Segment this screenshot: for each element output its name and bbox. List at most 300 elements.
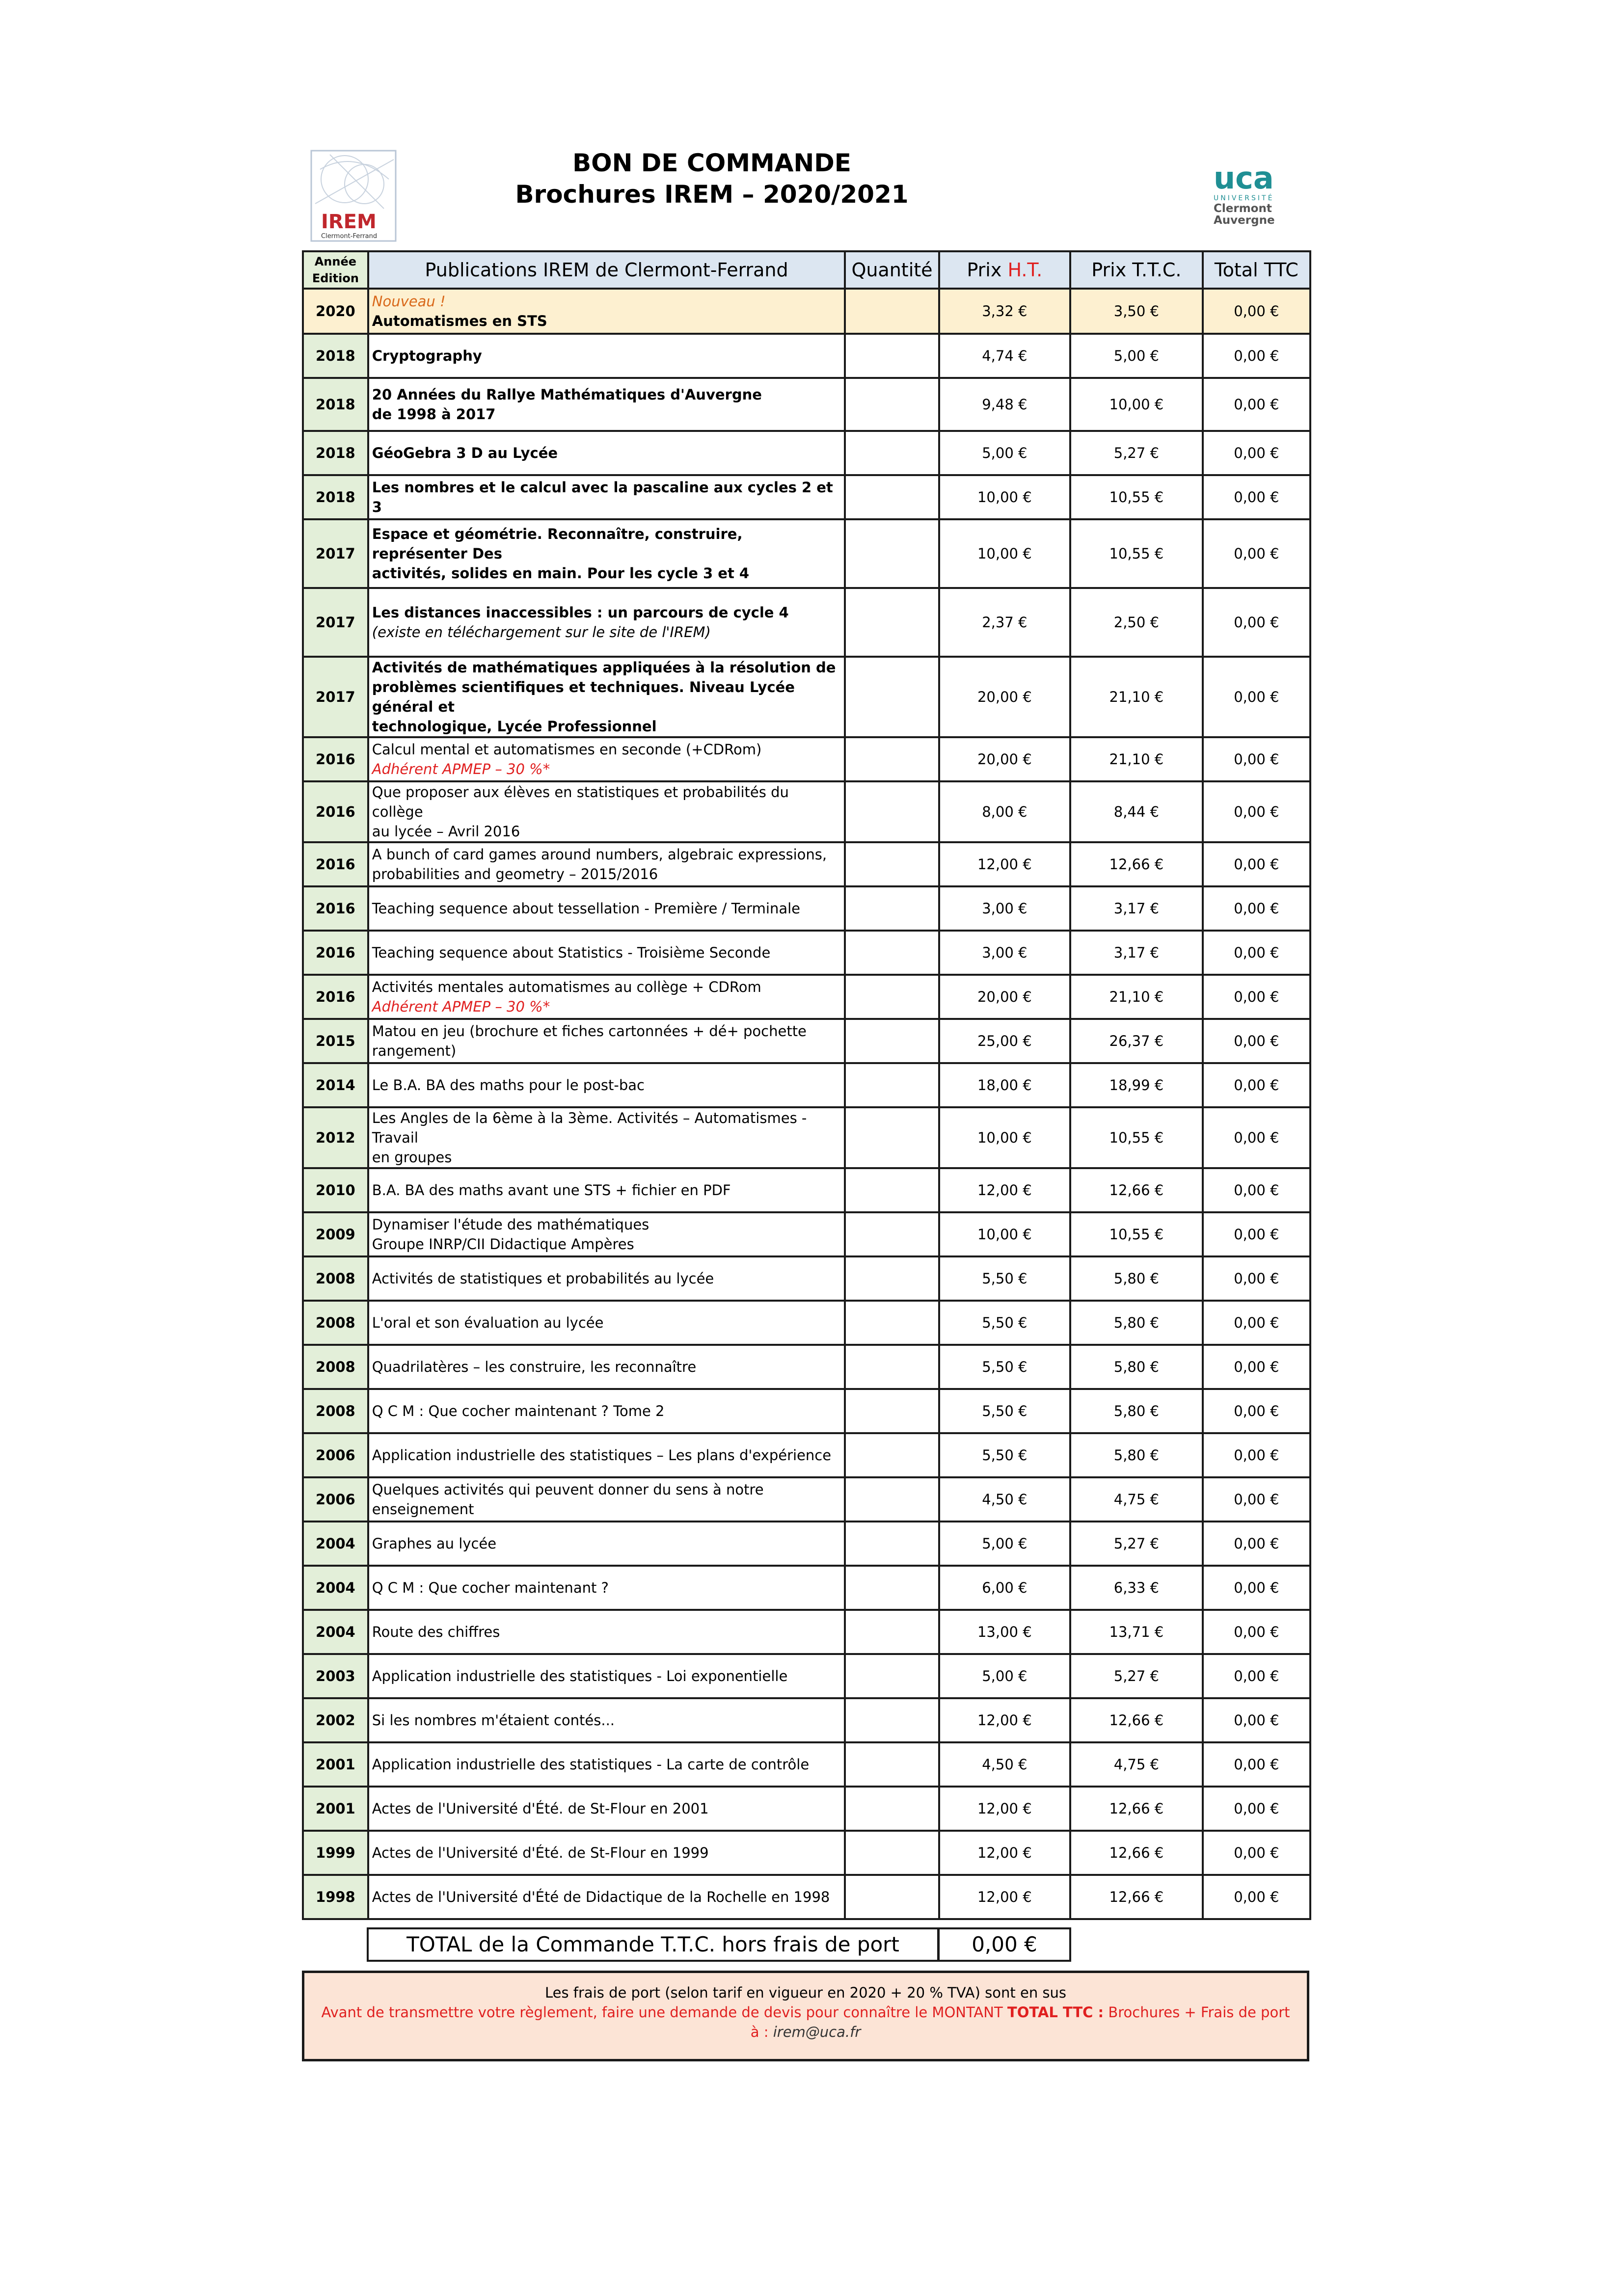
quantity-field[interactable] — [845, 1107, 939, 1168]
price-ttc: 2,50 € — [1070, 588, 1203, 657]
total-ttc: 0,00 € — [1203, 1831, 1310, 1875]
price-ttc: 12,66 € — [1070, 1875, 1203, 1919]
total-ttc: 0,00 € — [1203, 842, 1310, 886]
table-row — [303, 1787, 1310, 1831]
title-block — [442, 147, 982, 210]
total-ttc: 0,00 € — [1203, 1168, 1310, 1212]
order-table — [302, 250, 1311, 1920]
total-ttc: 0,00 € — [1203, 1654, 1310, 1698]
price-ht: 8,00 € — [939, 781, 1071, 842]
title-line: enseignement — [372, 1501, 474, 1518]
title-line: Teaching sequence about Statistics - Troisième Seconde — [372, 944, 771, 961]
quantity-field[interactable] — [845, 1168, 939, 1212]
total-ttc: 0,00 € — [1203, 1610, 1310, 1654]
quantity-field[interactable] — [845, 1477, 939, 1522]
title-line: Le B.A. BA des maths pour le post-bac — [372, 1077, 645, 1094]
price-ttc: 3,17 € — [1070, 886, 1203, 931]
table-row — [303, 1566, 1310, 1610]
edition-year: 2012 — [303, 1107, 368, 1168]
title-line: au lycée – Avril 2016 — [372, 823, 520, 840]
table-row — [303, 1831, 1310, 1875]
table-row — [303, 1610, 1310, 1654]
table-row — [303, 1019, 1310, 1063]
quantity-field[interactable] — [845, 975, 939, 1019]
publication-title — [368, 1610, 845, 1654]
price-ttc: 12,66 € — [1070, 1787, 1203, 1831]
title-note: (existe en téléchargement sur le site de l'IREM) — [372, 624, 711, 641]
total-ttc: 0,00 € — [1203, 931, 1310, 975]
title-line: Les distances inaccessibles : un parcours de cycle 4 — [372, 604, 789, 621]
price-ttc: 12,66 € — [1070, 842, 1203, 886]
order-total-label: TOTAL de la Commande T.T.C. hors frais de port — [367, 1927, 939, 1962]
shipping-note-line3: à : irem@uca.fr — [750, 2024, 861, 2040]
table-row — [303, 1433, 1310, 1477]
publication-title — [368, 1522, 845, 1566]
total-ttc: 0,00 € — [1203, 1345, 1310, 1389]
publication-title — [368, 1698, 845, 1742]
publication-title — [368, 1256, 845, 1301]
price-ttc: 21,10 € — [1070, 657, 1203, 737]
price-ttc: 5,00 € — [1070, 334, 1203, 378]
table-row — [303, 1522, 1310, 1566]
title-line: Que proposer aux élèves en statistiques et probabilités du collège — [372, 784, 789, 820]
edition-year: 2018 — [303, 431, 368, 475]
quantity-field[interactable] — [845, 1522, 939, 1566]
total-ttc: 0,00 € — [1203, 1787, 1310, 1831]
price-ht: 12,00 € — [939, 1875, 1071, 1919]
quantity-field[interactable] — [845, 1256, 939, 1301]
publication-title — [368, 781, 845, 842]
total-ttc: 0,00 € — [1203, 1019, 1310, 1063]
total-ttc: 0,00 € — [1203, 1477, 1310, 1522]
shipping-notice — [302, 1971, 1309, 2061]
title-line: Matou en jeu (brochure et fiches cartonnées + dé+ pochette — [372, 1023, 807, 1040]
quantity-field[interactable] — [845, 931, 939, 975]
quantity-field[interactable] — [845, 657, 939, 737]
page-subtitle: Brochures IREM – 2020/2021 — [515, 180, 909, 209]
price-ttc: 5,27 € — [1070, 1654, 1203, 1698]
price-ht: 12,00 € — [939, 1698, 1071, 1742]
quantity-field[interactable] — [845, 519, 939, 588]
price-ht: 20,00 € — [939, 737, 1071, 781]
publication-title — [368, 1831, 845, 1875]
price-ttc: 5,27 € — [1070, 1522, 1203, 1566]
total-ttc: 0,00 € — [1203, 1433, 1310, 1477]
quantity-field[interactable] — [845, 1433, 939, 1477]
table-row — [303, 1301, 1310, 1345]
title-line: Graphes au lycée — [372, 1535, 497, 1552]
price-ht: 25,00 € — [939, 1019, 1071, 1063]
total-ttc: 0,00 € — [1203, 1522, 1310, 1566]
price-ht: 20,00 € — [939, 657, 1071, 737]
title-line: probabilities and geometry – 2015/2016 — [372, 866, 658, 882]
total-ttc: 0,00 € — [1203, 1566, 1310, 1610]
price-ht: 5,00 € — [939, 1522, 1071, 1566]
publication-title — [368, 1212, 845, 1256]
price-ttc: 10,55 € — [1070, 475, 1203, 519]
table-row — [303, 1256, 1310, 1301]
price-ttc: 3,17 € — [1070, 931, 1203, 975]
publication-title — [368, 737, 845, 781]
price-ttc: 12,66 € — [1070, 1831, 1203, 1875]
edition-year: 2016 — [303, 842, 368, 886]
irem-logo-text: IREM — [321, 211, 377, 233]
edition-year: 2008 — [303, 1256, 368, 1301]
quantity-field[interactable] — [845, 588, 939, 657]
edition-year: 2017 — [303, 588, 368, 657]
quantity-field[interactable] — [845, 1566, 939, 1610]
quantity-field[interactable] — [845, 1212, 939, 1256]
header-quantity: Quantité — [845, 251, 939, 289]
title-line: Teaching sequence about tessellation - Première / Terminale — [372, 900, 801, 917]
price-ttc: 3,50 € — [1070, 289, 1203, 334]
publication-title — [368, 657, 845, 737]
price-ht: 10,00 € — [939, 475, 1071, 519]
edition-year: 2010 — [303, 1168, 368, 1212]
contact-email[interactable]: irem@uca.fr — [773, 2024, 861, 2040]
price-ttc: 4,75 € — [1070, 1742, 1203, 1787]
table-row — [303, 378, 1310, 431]
edition-year: 2004 — [303, 1610, 368, 1654]
price-ttc: 10,55 € — [1070, 1212, 1203, 1256]
title-line: Actes de l'Université d'Été de Didactique de la Rochelle en 1998 — [372, 1889, 830, 1905]
page-title: BON DE COMMANDE — [572, 149, 851, 177]
price-ttc: 21,10 € — [1070, 975, 1203, 1019]
table-row — [303, 1168, 1310, 1212]
total-ttc: 0,00 € — [1203, 431, 1310, 475]
table-row — [303, 657, 1310, 737]
price-ht: 5,00 € — [939, 431, 1071, 475]
header-publications: Publications IREM de Clermont-Ferrand — [368, 251, 845, 289]
quantity-field[interactable] — [845, 1875, 939, 1919]
total-ttc: 0,00 € — [1203, 886, 1310, 931]
quantity-field[interactable] — [845, 1831, 939, 1875]
total-ttc: 0,00 € — [1203, 781, 1310, 842]
publication-title — [368, 886, 845, 931]
publication-title — [368, 842, 845, 886]
title-line: Quadrilatères – les construire, les reconnaître — [372, 1359, 697, 1375]
edition-year: 2002 — [303, 1698, 368, 1742]
header-year: Année Edition — [303, 251, 368, 289]
title-line: 20 Années du Rallye Mathématiques d'Auvergne — [372, 386, 762, 403]
edition-year: 1999 — [303, 1831, 368, 1875]
edition-year: 2016 — [303, 781, 368, 842]
title-line: Activités mentales automatismes au collège + CDRom — [372, 979, 761, 995]
price-ttc: 12,66 € — [1070, 1168, 1203, 1212]
title-line: Activités de mathématiques appliquées à la résolution de — [372, 659, 836, 676]
table-row — [303, 1654, 1310, 1698]
title-line: Actes de l'Université d'Été. de St-Flour en 2001 — [372, 1800, 709, 1817]
title-line: en groupes — [372, 1149, 452, 1166]
title-line: Les nombres et le calcul avec la pascaline aux cycles 2 et 3 — [372, 479, 833, 515]
publication-title — [368, 1875, 845, 1919]
price-ht: 20,00 € — [939, 975, 1071, 1019]
quantity-field[interactable] — [845, 842, 939, 886]
edition-year: 2018 — [303, 334, 368, 378]
quantity-field[interactable] — [845, 431, 939, 475]
total-ttc: 0,00 € — [1203, 519, 1310, 588]
edition-year: 2015 — [303, 1019, 368, 1063]
edition-year: 2016 — [303, 975, 368, 1019]
price-ht: 5,50 € — [939, 1389, 1071, 1433]
title-line: Calcul mental et automatismes en seconde (+CDRom) — [372, 741, 762, 758]
table-row — [303, 475, 1310, 519]
publication-title — [368, 1389, 845, 1433]
publication-title — [368, 1168, 845, 1212]
quantity-field[interactable] — [845, 1654, 939, 1698]
quantity-field[interactable] — [845, 289, 939, 334]
price-ht: 10,00 € — [939, 1212, 1071, 1256]
table-row — [303, 842, 1310, 886]
price-ht: 12,00 € — [939, 1787, 1071, 1831]
price-ttc: 10,55 € — [1070, 519, 1203, 588]
price-ht: 5,50 € — [939, 1301, 1071, 1345]
price-ht: 3,32 € — [939, 289, 1071, 334]
total-ttc: 0,00 € — [1203, 334, 1310, 378]
price-ht: 5,50 € — [939, 1345, 1071, 1389]
table-header-row — [303, 251, 1310, 289]
total-ttc: 0,00 € — [1203, 1212, 1310, 1256]
title-line: Dynamiser l'étude des mathématiques — [372, 1216, 649, 1233]
quantity-field[interactable] — [845, 1019, 939, 1063]
table-row — [303, 1389, 1310, 1433]
edition-year: 2014 — [303, 1063, 368, 1107]
edition-year: 2008 — [303, 1301, 368, 1345]
title-line: Application industrielle des statistiques - La carte de contrôle — [372, 1756, 810, 1773]
table-row — [303, 1698, 1310, 1742]
publication-title — [368, 975, 845, 1019]
edition-year: 2017 — [303, 657, 368, 737]
edition-year: 2018 — [303, 378, 368, 431]
price-ht: 4,74 € — [939, 334, 1071, 378]
publication-title — [368, 1654, 845, 1698]
title-line: Application industrielle des statistiques - Loi exponentielle — [372, 1668, 788, 1684]
price-ttc: 21,10 € — [1070, 737, 1203, 781]
table-row — [303, 519, 1310, 588]
table-row — [303, 1742, 1310, 1787]
header-price-ttc: Prix T.T.C. — [1070, 251, 1203, 289]
quantity-field[interactable] — [845, 1389, 939, 1433]
table-row — [303, 781, 1310, 842]
edition-year: 2006 — [303, 1433, 368, 1477]
edition-year: 2001 — [303, 1787, 368, 1831]
quantity-field[interactable] — [845, 1698, 939, 1742]
publication-title — [368, 1301, 845, 1345]
quantity-field[interactable] — [845, 1610, 939, 1654]
total-ttc: 0,00 € — [1203, 1063, 1310, 1107]
price-ttc: 5,80 € — [1070, 1389, 1203, 1433]
title-line: problèmes scientifiques et techniques. Niveau Lycée général et — [372, 679, 795, 715]
title-line: Cryptography — [372, 347, 482, 364]
edition-year: 1998 — [303, 1875, 368, 1919]
title-line: GéoGebra 3 D au Lycée — [372, 445, 558, 461]
price-ttc: 4,75 € — [1070, 1477, 1203, 1522]
price-ht: 5,50 € — [939, 1256, 1071, 1301]
price-ht: 5,50 € — [939, 1433, 1071, 1477]
total-ttc: 0,00 € — [1203, 1107, 1310, 1168]
total-ttc: 0,00 € — [1203, 1301, 1310, 1345]
total-ttc: 0,00 € — [1203, 657, 1310, 737]
price-ttc: 26,37 € — [1070, 1019, 1203, 1063]
title-note: Adhérent APMEP – 30 %* — [372, 998, 550, 1015]
title-line: Activités de statistiques et probabilités au lycée — [372, 1270, 714, 1287]
title-line: Route des chiffres — [372, 1624, 500, 1640]
header-total-ttc: Total TTC — [1203, 251, 1310, 289]
irem-logo-subtext: Clermont-Ferrand — [321, 233, 378, 240]
total-ttc: 0,00 € — [1203, 1389, 1310, 1433]
publication-title — [368, 1787, 845, 1831]
uca-logo — [1209, 160, 1297, 234]
uca-logo-line1: UNIVERSITÉ — [1214, 194, 1274, 202]
table-row — [303, 588, 1310, 657]
table-row — [303, 1345, 1310, 1389]
price-ttc: 10,55 € — [1070, 1107, 1203, 1168]
uca-logo-mark: uca — [1214, 160, 1274, 196]
table-row — [303, 431, 1310, 475]
quantity-field[interactable] — [845, 378, 939, 431]
price-ht: 12,00 € — [939, 842, 1071, 886]
quantity-field[interactable] — [845, 781, 939, 842]
header-price-ht: Prix H.T. — [939, 251, 1071, 289]
edition-year: 2001 — [303, 1742, 368, 1787]
quantity-field[interactable] — [845, 334, 939, 378]
publication-title — [368, 588, 845, 657]
quantity-field[interactable] — [845, 1787, 939, 1831]
shipping-note-line2: Avant de transmettre votre règlement, faire une demande de devis pour connaître le MONTANT TOTAL TTC : Brochures + Frais de port — [321, 2004, 1290, 2021]
table-row — [303, 1477, 1310, 1522]
publication-title — [368, 289, 845, 334]
publication-title — [368, 334, 845, 378]
price-ttc: 5,80 € — [1070, 1433, 1203, 1477]
title-line: Actes de l'Université d'Été. de St-Flour en 1999 — [372, 1844, 709, 1861]
title-line: Q C M : Que cocher maintenant ? Tome 2 — [372, 1403, 665, 1419]
edition-year: 2017 — [303, 519, 368, 588]
price-ht: 4,50 € — [939, 1477, 1071, 1522]
publication-title — [368, 1107, 845, 1168]
price-ht: 9,48 € — [939, 378, 1071, 431]
title-line: activités, solides en main. Pour les cycle 3 et 4 — [372, 565, 750, 582]
price-ttc: 12,66 € — [1070, 1698, 1203, 1742]
total-ttc: 0,00 € — [1203, 1742, 1310, 1787]
edition-year: 2008 — [303, 1389, 368, 1433]
quantity-field[interactable] — [845, 1301, 939, 1345]
price-ttc: 13,71 € — [1070, 1610, 1203, 1654]
irem-logo — [310, 150, 397, 242]
edition-year: 2009 — [303, 1212, 368, 1256]
title-line: Automatismes en STS — [372, 313, 547, 329]
edition-year: 2016 — [303, 931, 368, 975]
table-row — [303, 931, 1310, 975]
price-ttc: 5,80 € — [1070, 1301, 1203, 1345]
price-ht: 6,00 € — [939, 1566, 1071, 1610]
table-row — [303, 1063, 1310, 1107]
edition-year: 2003 — [303, 1654, 368, 1698]
total-ttc: 0,00 € — [1203, 475, 1310, 519]
edition-year: 2020 — [303, 289, 368, 334]
edition-year: 2016 — [303, 737, 368, 781]
uca-logo-line2: Clermont — [1214, 202, 1272, 215]
quantity-field[interactable] — [845, 1063, 939, 1107]
edition-year: 2016 — [303, 886, 368, 931]
title-line: Q C M : Que cocher maintenant ? — [372, 1579, 609, 1596]
table-row — [303, 886, 1310, 931]
table-row — [303, 1107, 1310, 1168]
price-ht: 4,50 € — [939, 1742, 1071, 1787]
publication-title — [368, 1345, 845, 1389]
total-ttc: 0,00 € — [1203, 289, 1310, 334]
price-ttc: 10,00 € — [1070, 378, 1203, 431]
price-ttc: 8,44 € — [1070, 781, 1203, 842]
total-ttc: 0,00 € — [1203, 737, 1310, 781]
title-note: Adhérent APMEP – 30 %* — [372, 761, 550, 777]
publication-title — [368, 1566, 845, 1610]
title-line: de 1998 à 2017 — [372, 406, 496, 423]
table-row — [303, 975, 1310, 1019]
price-ht: 3,00 € — [939, 931, 1071, 975]
total-ttc: 0,00 € — [1203, 1875, 1310, 1919]
publication-title — [368, 1433, 845, 1477]
table-row — [303, 289, 1310, 334]
price-ht: 3,00 € — [939, 886, 1071, 931]
edition-year: 2004 — [303, 1566, 368, 1610]
title-line: rangement) — [372, 1042, 457, 1059]
title-line: Espace et géométrie. Reconnaître, construire, représenter Des — [372, 526, 743, 562]
table-row — [303, 1875, 1310, 1919]
price-ht: 13,00 € — [939, 1610, 1071, 1654]
publication-title — [368, 475, 845, 519]
order-total-value: 0,00 € — [938, 1927, 1071, 1962]
price-ttc: 5,27 € — [1070, 431, 1203, 475]
total-ttc: 0,00 € — [1203, 975, 1310, 1019]
price-ttc: 5,80 € — [1070, 1256, 1203, 1301]
title-line: Les Angles de la 6ème à la 3ème. Activités – Automatismes - Travail — [372, 1110, 807, 1146]
shipping-note-line1: Les frais de port (selon tarif en vigueur en 2020 + 20 % TVA) sont en sus — [544, 1984, 1067, 2001]
price-ht: 12,00 € — [939, 1831, 1071, 1875]
title-line: L'oral et son évaluation au lycée — [372, 1314, 604, 1331]
quantity-field[interactable] — [845, 886, 939, 931]
title-line: Application industrielle des statistiques – Les plans d'expérience — [372, 1447, 832, 1464]
title-line: technologique, Lycée Professionnel — [372, 718, 657, 735]
publication-title — [368, 378, 845, 431]
quantity-field[interactable] — [845, 737, 939, 781]
price-ht: 18,00 € — [939, 1063, 1071, 1107]
publication-title — [368, 1742, 845, 1787]
price-ht: 10,00 € — [939, 519, 1071, 588]
total-ttc: 0,00 € — [1203, 1256, 1310, 1301]
edition-year: 2004 — [303, 1522, 368, 1566]
publication-title — [368, 1019, 845, 1063]
table-row — [303, 334, 1310, 378]
price-ttc: 6,33 € — [1070, 1566, 1203, 1610]
title-line: A bunch of card games around numbers, algebraic expressions, — [372, 846, 827, 863]
title-line: Quelques activités qui peuvent donner du sens à notre — [372, 1481, 764, 1498]
uca-logo-line3: Auvergne — [1214, 214, 1275, 227]
price-ht: 5,00 € — [939, 1654, 1071, 1698]
quantity-field[interactable] — [845, 1345, 939, 1389]
edition-year: 2008 — [303, 1345, 368, 1389]
price-ht: 2,37 € — [939, 588, 1071, 657]
title-line: Groupe INRP/CII Didactique Ampères — [372, 1236, 634, 1253]
price-ttc: 5,80 € — [1070, 1345, 1203, 1389]
quantity-field[interactable] — [845, 475, 939, 519]
quantity-field[interactable] — [845, 1742, 939, 1787]
publication-title — [368, 1063, 845, 1107]
price-ttc: 18,99 € — [1070, 1063, 1203, 1107]
edition-year: 2018 — [303, 475, 368, 519]
total-ttc: 0,00 € — [1203, 1698, 1310, 1742]
table-row — [303, 1212, 1310, 1256]
price-ht: 12,00 € — [939, 1168, 1071, 1212]
